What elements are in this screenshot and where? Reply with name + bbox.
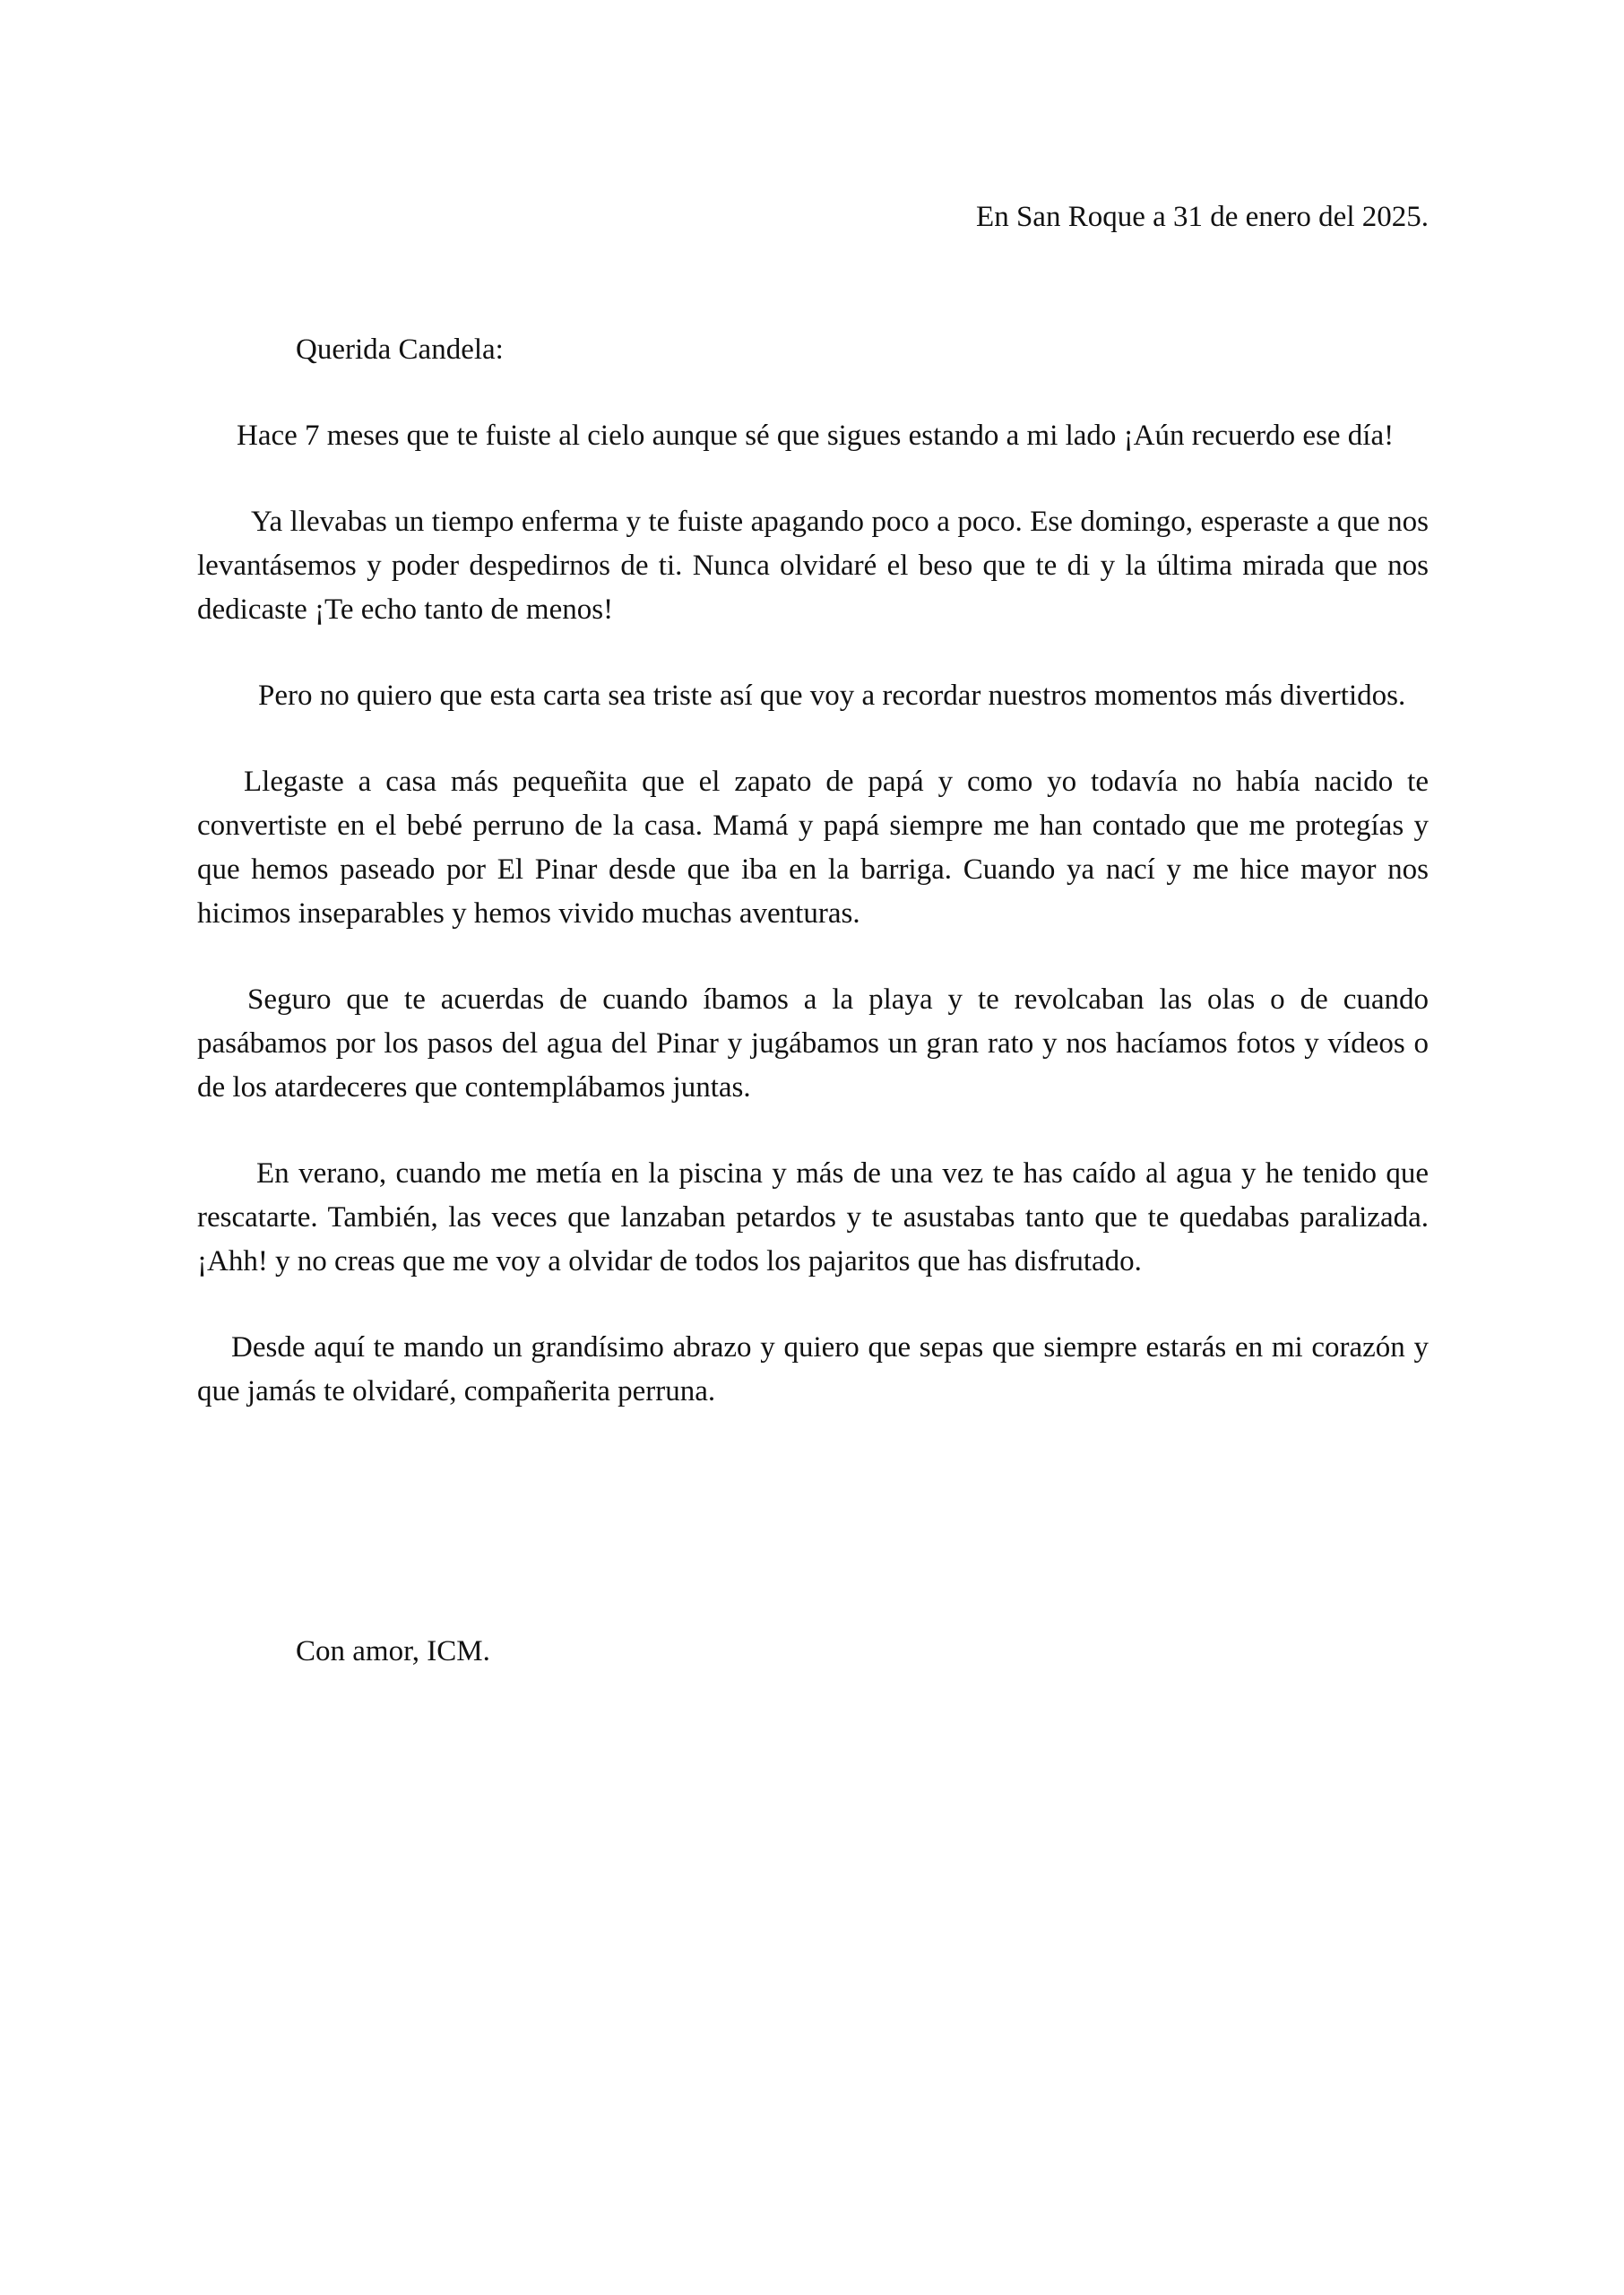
paragraph-4: Llegaste a casa más pequeñita que el zapato de papá y como yo todavía no había nacido te convertiste en el bebé perruno de la casa. Mamá y papá siempre me han contado que me protegías y que hemos paseado por El Pinar desde que iba en la barriga. Cuando ya nací y me hice mayor nos hicimos inseparables y hemos vivido muchas aventuras. (197, 766, 1429, 930)
paragraph-2: Ya llevabas un tiempo enferma y te fuiste apagando poco a poco. Ese domingo, esperaste a que nos levantásemos y poder despedirnos de ti. Nunca olvidaré el beso que te di y la última mirada que nos dedicaste ¡Te echo tanto de menos! (197, 506, 1429, 626)
letter-body (197, 414, 1429, 1414)
paragraph-1: Hace 7 meses que te fuiste al cielo aunque sé que sigues estando a mi lado ¡Aún recuerdo ese día! (237, 420, 1395, 452)
paragraph-6: En verano, cuando me metía en la piscina y más de una vez te has caído al agua y he tenido que rescatarte. También, las veces que lanzaban petardos y te asustabas tanto que te quedabas paralizada. ¡Ahh! y no creas que me voy a olvidar de todos los pajaritos que has disfrutado. (197, 1157, 1429, 1277)
letter-salutation: Querida Candela: (296, 333, 504, 366)
letter-date: En San Roque a 31 de enero del 2025. (976, 201, 1429, 233)
letter-closing: Con amor, ICM. (296, 1635, 490, 1667)
paragraph-5: Seguro que te acuerdas de cuando íbamos a la playa y te revolcaban las olas o de cuando pasábamos por los pasos del agua del Pinar y jugábamos un gran rato y nos hacíamos fotos y vídeos o de los atardeceres que contemplábamos juntas. (197, 983, 1429, 1104)
paragraph-3: Pero no quiero que esta carta sea triste así que voy a recordar nuestros momentos más divertidos. (258, 680, 1406, 712)
paragraph-7: Desde aquí te mando un grandísimo abrazo y quiero que sepas que siempre estarás en mi corazón y que jamás te olvidaré, compañerita perruna. (197, 1331, 1429, 1407)
